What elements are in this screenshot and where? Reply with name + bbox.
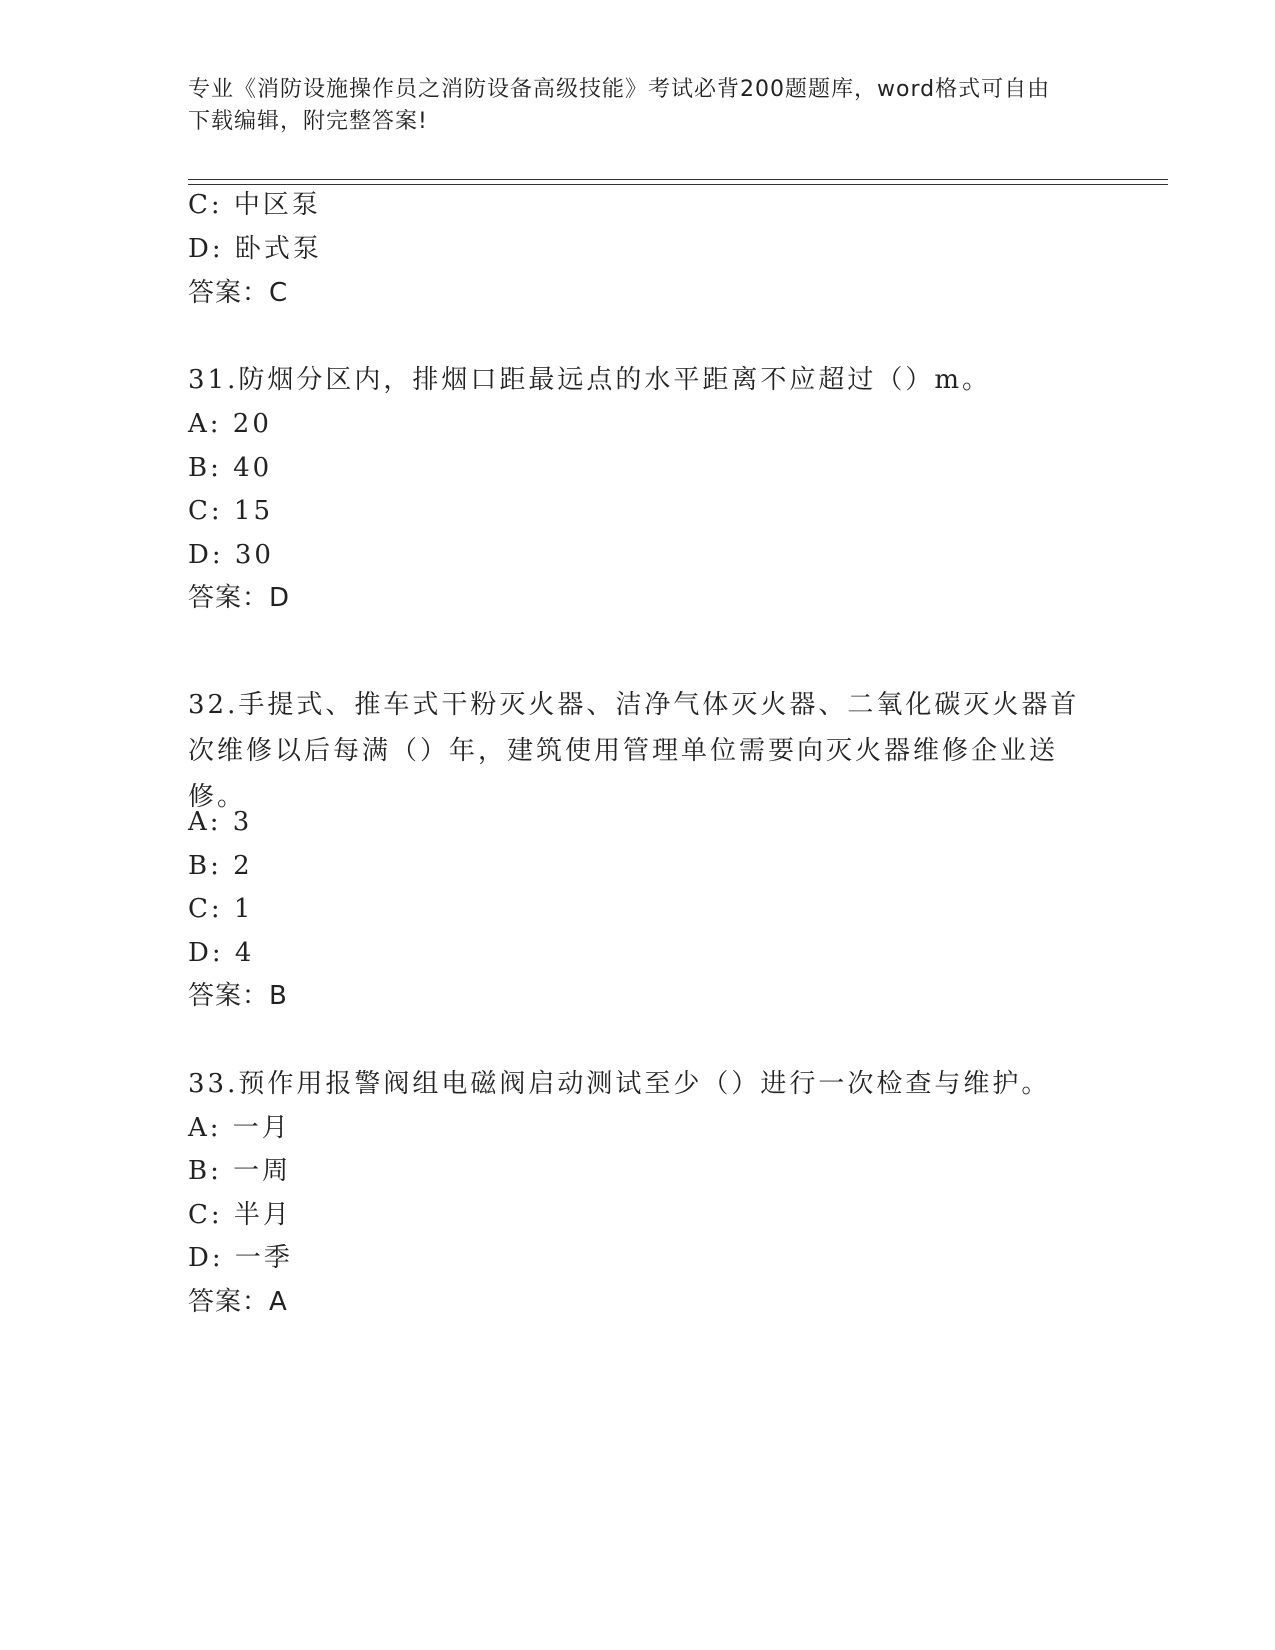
option-d: D: 4 xyxy=(188,938,255,968)
option-b: B: 一周 xyxy=(188,1156,292,1186)
option-c: C: 中区泵 xyxy=(188,190,321,220)
option-d: D: 30 xyxy=(188,540,274,570)
header-divider-bottom xyxy=(188,184,1168,185)
option-a: A: 一月 xyxy=(188,1113,291,1143)
header-divider-top xyxy=(188,179,1168,180)
question-stem-32: 32.手提式、推车式干粉灭火器、洁净气体灭火器、二氧化碳灭火器首次维修以后每满（）年，建筑使用管理单位需要向灭火器维修企业送修。 xyxy=(188,690,1080,812)
question-stem-33: 33.预作用报警阀组电磁阀启动测试至少（）进行一次检查与维护。 xyxy=(188,1069,1051,1099)
option-b: B: 40 xyxy=(188,453,273,483)
document-header: 专业《消防设施操作员之消防设备高级技能》考试必背200题题库，word格式可自由下载编辑，附完整答案! xyxy=(188,77,1051,134)
option-c: C: 15 xyxy=(188,496,274,526)
option-c: C: 半月 xyxy=(188,1200,292,1230)
option-a: A: 20 xyxy=(188,409,272,439)
answer-label: 答案：A xyxy=(188,1287,288,1317)
option-d: D: 一季 xyxy=(188,1243,293,1273)
answer-label: 答案：C xyxy=(188,278,289,308)
answer-label: 答案：D xyxy=(188,583,291,613)
option-b: B: 2 xyxy=(188,851,253,881)
option-c: C: 1 xyxy=(188,894,254,924)
answer-label: 答案：B xyxy=(188,981,288,1011)
option-d: D: 卧式泵 xyxy=(188,234,322,264)
question-stem-31: 31.防烟分区内，排烟口距最远点的水平距离不应超过（）m。 xyxy=(188,365,992,395)
option-a: A: 3 xyxy=(188,807,253,837)
